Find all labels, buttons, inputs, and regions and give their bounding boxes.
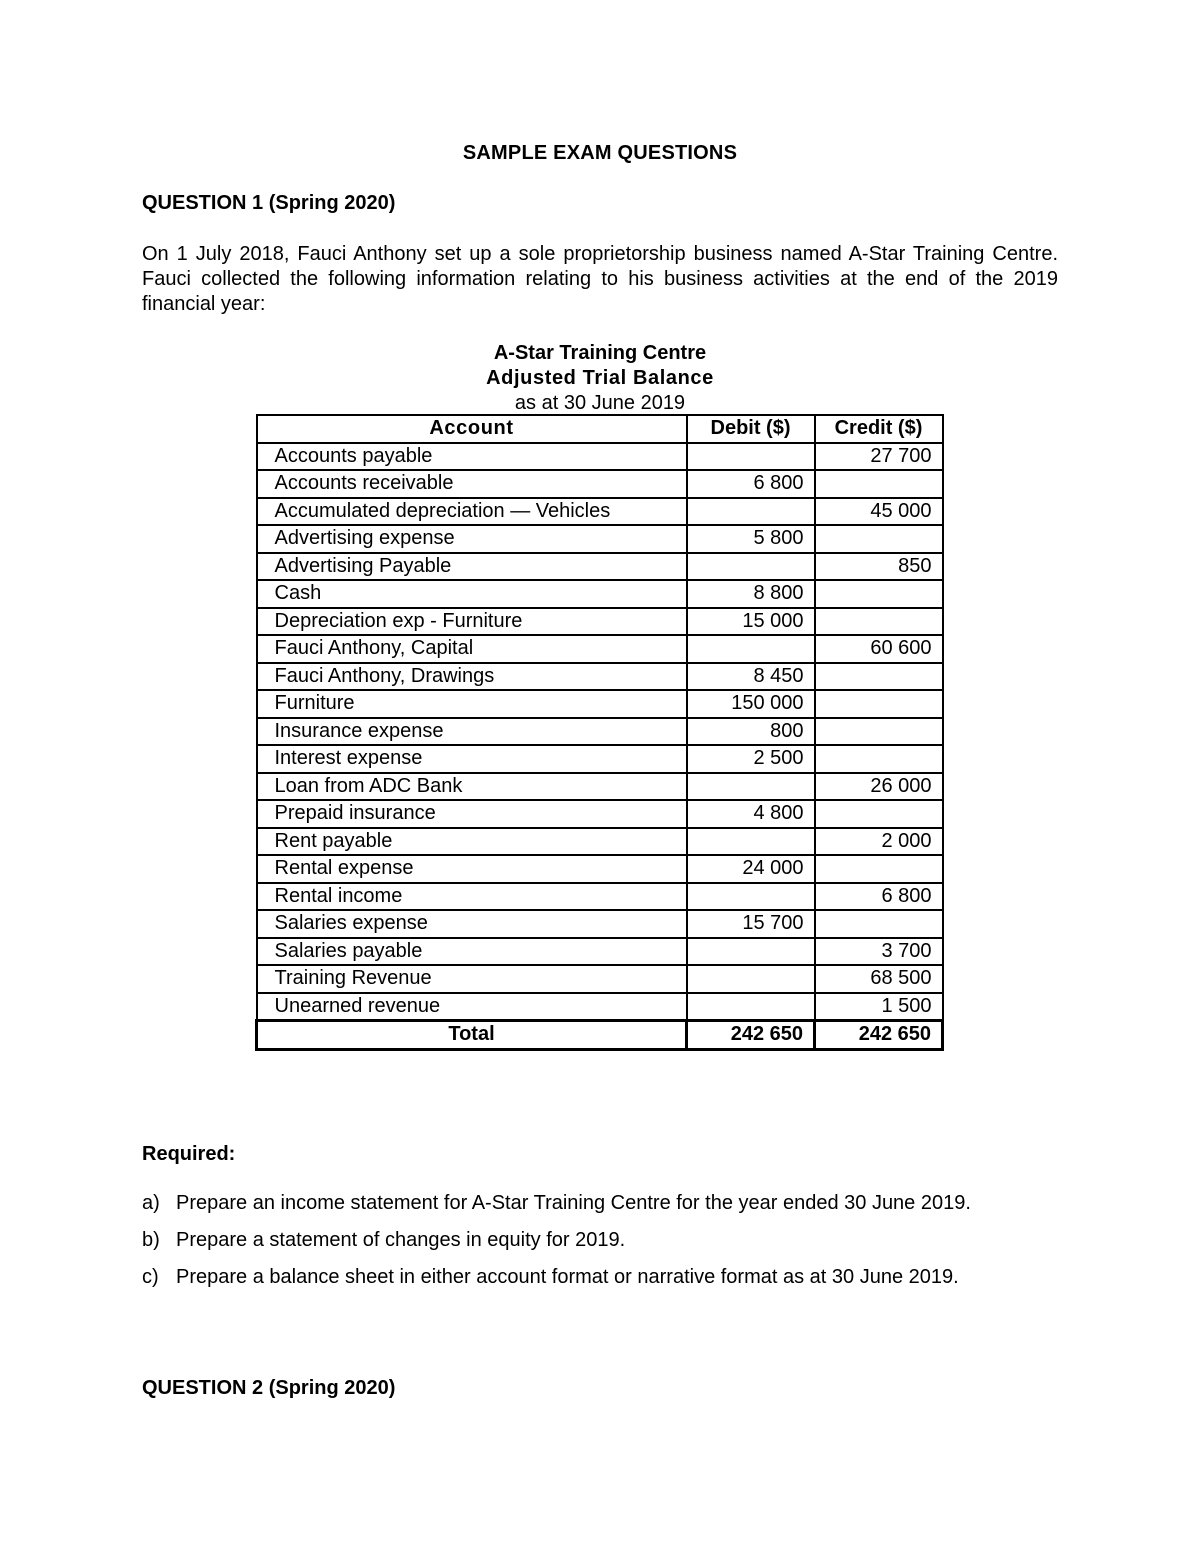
account-cell: Rental expense xyxy=(257,855,687,883)
account-cell: Accumulated depreciation — Vehicles xyxy=(257,498,687,526)
table-row xyxy=(257,718,943,746)
account-cell: Fauci Anthony, Drawings xyxy=(257,663,687,691)
credit-cell xyxy=(815,745,943,773)
debit-cell xyxy=(687,553,815,581)
credit-cell xyxy=(815,663,943,691)
credit-cell xyxy=(815,910,943,938)
required-label: Required: xyxy=(142,1143,236,1165)
question-2-heading: QUESTION 2 (Spring 2020) xyxy=(142,1377,396,1399)
credit-cell xyxy=(815,800,943,828)
debit-cell: 6 800 xyxy=(687,470,815,498)
debit-cell: 4 800 xyxy=(687,800,815,828)
account-cell: Advertising Payable xyxy=(257,553,687,581)
debit-cell: 8 800 xyxy=(687,580,815,608)
credit-cell xyxy=(815,690,943,718)
account-cell: Accounts payable xyxy=(257,443,687,471)
credit-cell xyxy=(815,470,943,498)
credit-cell: 60 600 xyxy=(815,635,943,663)
account-cell: Loan from ADC Bank xyxy=(257,773,687,801)
credit-cell: 2 000 xyxy=(815,828,943,856)
question-1-intro: On 1 July 2018, Fauci Anthony set up a sole proprietorship business named A-Star Training Centre. Fauci collected the following information relating to his business activities at the end of the 2019 financial year: xyxy=(142,243,1058,315)
table-row xyxy=(257,800,943,828)
trial-balance-date: as at 30 June 2019 xyxy=(514,392,686,414)
trial-balance-table xyxy=(255,414,944,1051)
table-row xyxy=(257,608,943,636)
account-cell: Furniture xyxy=(257,690,687,718)
debit-cell xyxy=(687,993,815,1021)
page-title: SAMPLE EXAM QUESTIONS xyxy=(462,142,738,164)
debit-cell xyxy=(687,498,815,526)
account-cell: Fauci Anthony, Capital xyxy=(257,635,687,663)
account-cell: Depreciation exp - Furniture xyxy=(257,608,687,636)
table-row xyxy=(257,773,943,801)
credit-cell: 1 500 xyxy=(815,993,943,1021)
total-label: Total xyxy=(257,1021,687,1050)
account-cell: Rent payable xyxy=(257,828,687,856)
credit-cell: 45 000 xyxy=(815,498,943,526)
account-cell: Prepaid insurance xyxy=(257,800,687,828)
table-row xyxy=(257,443,943,471)
total-row xyxy=(257,1021,943,1050)
table-row xyxy=(257,690,943,718)
debit-cell xyxy=(687,773,815,801)
required-item-a xyxy=(142,1192,971,1215)
table-row xyxy=(257,635,943,663)
table-header-row xyxy=(257,415,943,443)
table-row xyxy=(257,470,943,498)
table-row xyxy=(257,498,943,526)
table-row xyxy=(257,663,943,691)
debit-column-header: Debit ($) xyxy=(687,415,815,443)
debit-cell: 24 000 xyxy=(687,855,815,883)
debit-cell: 15 000 xyxy=(687,608,815,636)
question-1-heading: QUESTION 1 (Spring 2020) xyxy=(142,192,396,214)
required-item-letter: a) xyxy=(142,1192,160,1214)
account-cell: Training Revenue xyxy=(257,965,687,993)
table-row xyxy=(257,910,943,938)
required-item-letter: c) xyxy=(142,1266,159,1288)
required-item-c xyxy=(142,1266,959,1289)
debit-cell: 8 450 xyxy=(687,663,815,691)
table-row xyxy=(257,938,943,966)
debit-cell xyxy=(687,635,815,663)
account-cell: Salaries expense xyxy=(257,910,687,938)
credit-cell xyxy=(815,608,943,636)
credit-cell: 3 700 xyxy=(815,938,943,966)
debit-cell: 15 700 xyxy=(687,910,815,938)
account-cell: Accounts receivable xyxy=(257,470,687,498)
credit-cell xyxy=(815,855,943,883)
debit-cell: 5 800 xyxy=(687,525,815,553)
trial-balance-title: Adjusted Trial Balance xyxy=(486,367,714,389)
total-debit: 242 650 xyxy=(687,1021,815,1050)
table-row xyxy=(257,828,943,856)
debit-cell: 800 xyxy=(687,718,815,746)
trial-balance-company: A-Star Training Centre xyxy=(493,342,707,364)
credit-cell: 850 xyxy=(815,553,943,581)
credit-cell xyxy=(815,525,943,553)
credit-cell xyxy=(815,718,943,746)
table-row xyxy=(257,883,943,911)
table-row xyxy=(257,553,943,581)
account-cell: Unearned revenue xyxy=(257,993,687,1021)
table-row xyxy=(257,855,943,883)
debit-cell xyxy=(687,883,815,911)
credit-cell: 6 800 xyxy=(815,883,943,911)
account-cell: Interest expense xyxy=(257,745,687,773)
table-row xyxy=(257,525,943,553)
credit-cell: 26 000 xyxy=(815,773,943,801)
debit-cell xyxy=(687,828,815,856)
required-item-letter: b) xyxy=(142,1229,160,1251)
account-cell: Cash xyxy=(257,580,687,608)
account-cell: Salaries payable xyxy=(257,938,687,966)
debit-cell xyxy=(687,965,815,993)
account-cell: Insurance expense xyxy=(257,718,687,746)
trial-balance-body xyxy=(257,443,943,1021)
account-cell: Rental income xyxy=(257,883,687,911)
credit-cell: 68 500 xyxy=(815,965,943,993)
debit-cell xyxy=(687,443,815,471)
debit-cell: 2 500 xyxy=(687,745,815,773)
credit-column-header: Credit ($) xyxy=(815,415,943,443)
table-row xyxy=(257,580,943,608)
required-item-text: Prepare a statement of changes in equity for 2019. xyxy=(176,1229,626,1251)
required-item-text: Prepare a balance sheet in either account format or narrative format as at 30 June 2019. xyxy=(176,1266,959,1288)
credit-cell xyxy=(815,580,943,608)
account-column-header: Account xyxy=(257,415,687,443)
table-row xyxy=(257,745,943,773)
credit-cell: 27 700 xyxy=(815,443,943,471)
required-item-text: Prepare an income statement for A-Star Training Centre for the year ended 30 June 2019. xyxy=(176,1192,971,1214)
account-cell: Advertising expense xyxy=(257,525,687,553)
table-row xyxy=(257,965,943,993)
debit-cell xyxy=(687,938,815,966)
total-credit: 242 650 xyxy=(815,1021,943,1050)
table-row xyxy=(257,993,943,1021)
debit-cell: 150 000 xyxy=(687,690,815,718)
required-item-b xyxy=(142,1229,625,1252)
